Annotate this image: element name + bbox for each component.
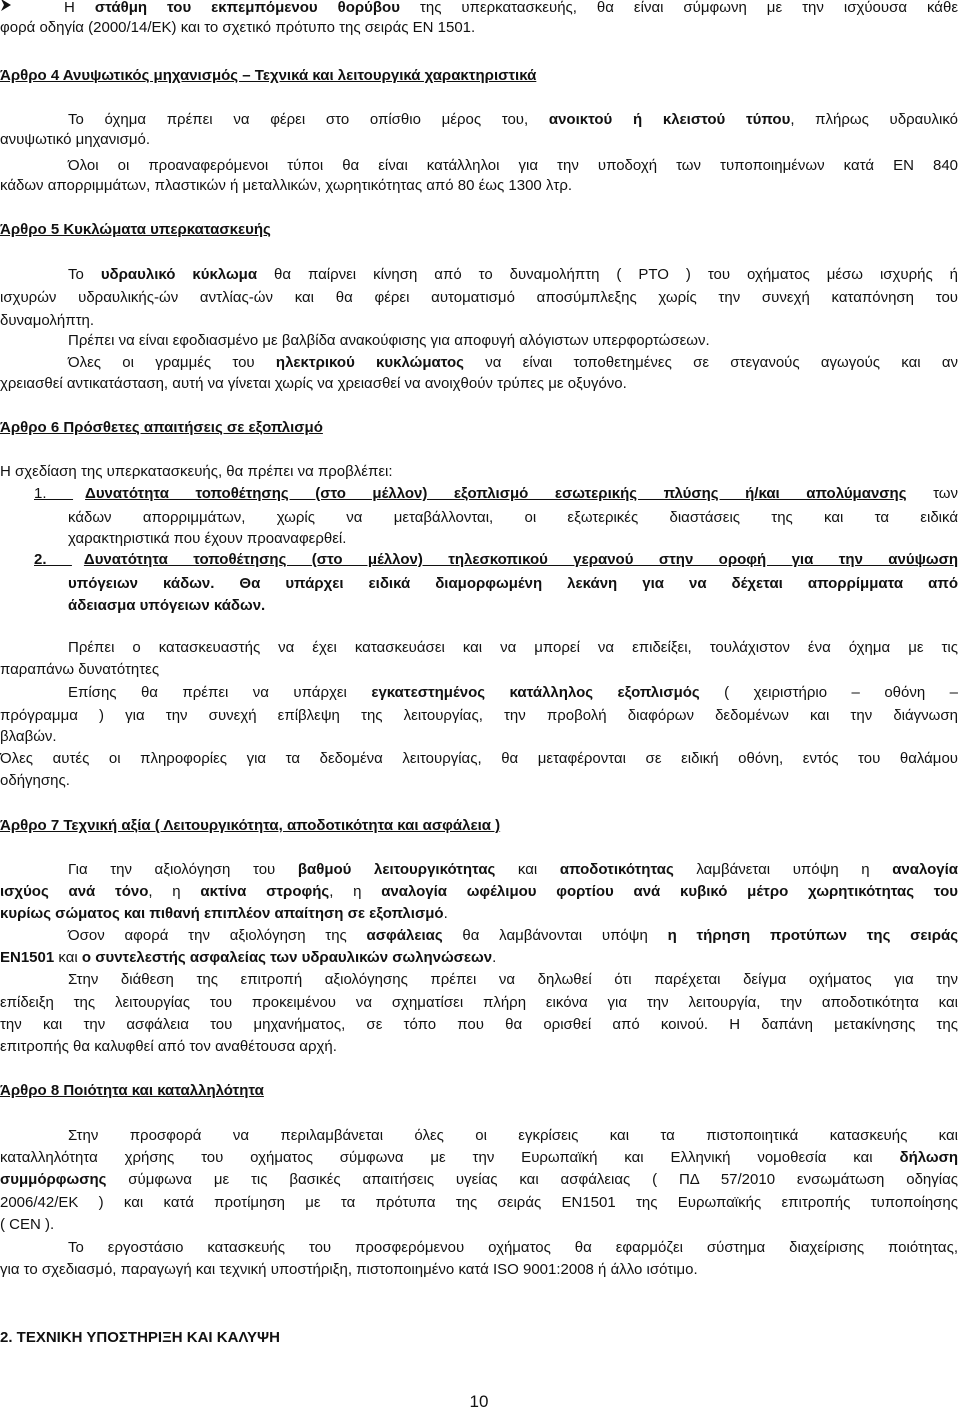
paragraph-line: Πρέπει να είναι εφοδιασμένο με βαλβίδα ανακούφισης για αποφυγή αλόγιστων υπερφορτώσεων. (68, 332, 710, 349)
paragraph-line: 2006/42/ΕΚ ) και κατά προτίμηση με τα πρότυπα της σειράς EN1501 της Ευρωπαϊκής επιτροπής τυποποίησης (0, 1194, 958, 1211)
paragraph-line: Όλοι οι προαναφερόμενοι τύποι θα είναι κατάλληλοι για την υποδοχή των τυποποιημένων κατά ΕΝ 840 (68, 157, 958, 174)
paragraph-line: Όλες αυτές οι πληροφορίες για τα δεδομένα λειτουργίας, θα μεταφέρονται σε ειδική οθόνη, εντός του θαλάμου (0, 750, 958, 767)
paragraph-line: για το σχεδιασμό, παραγωγή και τεχνική υποστήριξη, πιστοποιημένο κατά ISO 9001:2008 ή άλλο ισότιμο. (0, 1261, 698, 1278)
paragraph-line: Επίσης θα πρέπει να υπάρχει εγκατεστημένος κατάλληλος εξοπλισμός ( χειριστήριο – οθόνη – (68, 684, 958, 701)
list-item-1-line: 1. Δυνατότητα τοποθέτησης (στο μέλλον) εξοπλισμό εσωτερικής πλύσης ή/και απολύμανσης των (34, 485, 958, 502)
paragraph-line: πρόγραμμα ) για την συνεχή επίβλεψη της λειτουργίας, την προβολή διαφόρων δεδομένων και την διάγνωση (0, 707, 958, 724)
paragraph-line: επίδειξη της λειτουργίας του προκειμένου να σχηματίσει πλήρη εικόνα για την λειτουργία, την αποδοτικότητα και (0, 994, 958, 1011)
paragraph-line: Η σχεδίαση της υπερκατασκευής, θα πρέπει να προβλέπει: (0, 463, 393, 480)
article-4-heading: Άρθρο 4 Ανυψωτικός μηχανισμός – Τεχνικά και λειτουργικά χαρακτηριστικά (0, 67, 537, 84)
noise-paragraph-line: Η στάθμη του εκπεμπόμενου θορύβου της υπερκατασκευής, θα είναι σύμφωνη με την ισχύουσα κάθε (0, 0, 958, 18)
section-2-heading: 2. ΤΕΧΝΙΚΗ ΥΠΟΣΤΗΡΙΞΗ ΚΑΙ ΚΑΛΥΨΗ (0, 1329, 281, 1346)
paragraph-line: ανυψωτικό μηχανισμό. (0, 131, 151, 148)
paragraph-line: Στην προσφορά να περιλαμβάνεται όλες οι εγκρίσεις και τα πιστοποιητικά κατασκευής και (68, 1127, 958, 1144)
paragraph-line: χρειασθεί αντικατάσταση, αυτή να γίνεται χωρίς να χρειασθεί να ανοιχθούν τρύπες με οξυγόνο. (0, 375, 627, 392)
paragraph-line: EN1501 και ο συντελεστής ασφαλείας των υδραυλικών σωληνώσεων. (0, 949, 497, 966)
paragraph-line: ( CEN ). (0, 1216, 55, 1233)
paragraph-line: δυναμολήπτη. (0, 312, 95, 329)
page-number: 10 (469, 1392, 489, 1411)
list-item-2-line: άδειασμα υπόγειων κάδων. (68, 597, 266, 614)
paragraph-line: ισχύος ανά τόνο, η ακτίνα στροφής, η αναλογία ωφέλιμου φορτίου ανά κυβικό μέτρο χωρητικότητας του (0, 883, 958, 900)
paragraph-line: βλαβών. (0, 728, 57, 745)
list-item-2-line: 2. Δυνατότητα τοποθέτησης (στο μέλλον) τηλεσκοπικού γερανού στην οροφή για την ανύψωση (34, 551, 958, 568)
paragraph-line: Το όχημα πρέπει να φέρει στο οπίσθιο μέρος του, ανοικτού ή κλειστού τύπου, πλήρως υδραυλικό (68, 111, 958, 128)
noise-paragraph-line: φορά οδηγία (2000/14/ΕΚ) και το σχετικό πρότυπο της σειράς ΕΝ 1501. (0, 19, 476, 36)
paragraph-line: Στην διάθεση της επιτροπή αξιολόγησης πρέπει να δηλωθεί ότι παρέχεται δείγμα οχήματος για την (68, 971, 958, 988)
paragraph-line: Όλες οι γραμμές του ηλεκτρικού κυκλώματος να είναι τοποθετημένες σε στεγανούς αγωγούς και αν (68, 354, 959, 371)
paragraph-line: Το υδραυλικό κύκλωμα θα παίρνει κίνηση από το δυναμολήπτη ( PTO ) του οχήματος μέσω ισχυρής ή (68, 266, 959, 283)
paragraph-line: ισχυρών υδραυλικής-ών αντλίας-ών και θα φέρει αυτοματισμό αποσύμπλεξης χωρίς την συνεχή καταπόνηση του (0, 289, 958, 306)
paragraph-line: Πρέπει ο κατασκευαστής να έχει κατασκευάσει και να μπορεί να επιδείξει, τουλάχιστον ένα όχημα με τις (68, 639, 958, 656)
paragraph-line: παραπάνω δυνατότητες (0, 661, 160, 678)
article-6-heading: Άρθρο 6 Πρόσθετες απαιτήσεις σε εξοπλισμό (0, 419, 323, 436)
paragraph-line: Όσον αφορά την αξιολόγηση της ασφάλειας θα λαμβάνονται υπόψη η τήρηση προτύπων της σειράς (68, 927, 958, 944)
arrowhead-bullet-icon (0, 0, 14, 18)
list-item-1-line: χαρακτηριστικά που έχουν προαναφερθεί. (68, 530, 347, 547)
paragraph-line: Για την αξιολόγηση του βαθμού λειτουργικότητας και αποδοτικότητας λαμβάνεται υπόψη η αναλογία (68, 861, 959, 878)
paragraph-line: επιτροπής θα καλυφθεί από τον αναθέτουσα αρχή. (0, 1038, 337, 1055)
paragraph-line: κάδων απορριμμάτων, πλαστικών ή μεταλλικών, χωρητικότητας από 80 έως 1300 λτρ. (0, 177, 573, 194)
paragraph-line: οδήγησης. (0, 772, 70, 789)
paragraph-line: την και την ασφάλεια του μηχανήματος, σε τόπο που θα ορισθεί από κοινού. Η δαπάνη μετακίνησης της (0, 1016, 958, 1033)
list-item-1-line: κάδων απορριμμάτων, χωρίς να μεταβάλλονται, οι εξωτερικές διαστάσεις της και τα ειδικά (68, 509, 958, 526)
paragraph-line: συμμόρφωσης σύμφωνα με τις βασικές απαιτήσεις υγείας και ασφάλειας ( ΠΔ 57/2010 ενσωμάτωση οδηγίας (0, 1171, 958, 1188)
article-7-heading: Άρθρο 7 Τεχνική αξία ( Λειτουργικότητα, αποδοτικότητα και ασφάλεια ) (0, 817, 501, 834)
list-item-2-line: υπόγειων κάδων. Θα υπάρχει ειδικά διαμορφωμένη λεκάνη για να δέχεται απορρίμματα από (68, 575, 958, 592)
article-8-heading: Άρθρο 8 Ποιότητα και καταλληλότητα (0, 1082, 264, 1099)
paragraph-line: Το εργοστάσιο κατασκευής του προσφερόμενου οχήματος θα εφαρμόζει σύστημα διαχείρισης ποιότητας, (68, 1239, 958, 1256)
paragraph-line: κυρίως σώματος και πιθανή επιπλέον απαίτηση σε εξοπλισμό. (0, 905, 448, 922)
article-5-heading: Άρθρο 5 Κυκλώματα υπερκατασκευής (0, 221, 271, 238)
paragraph-line: καταλληλότητα χρήσης του οχήματος σύμφωνα με την Ευρωπαϊκή και Ελληνική νομοθεσία και δήλωση (0, 1149, 958, 1166)
